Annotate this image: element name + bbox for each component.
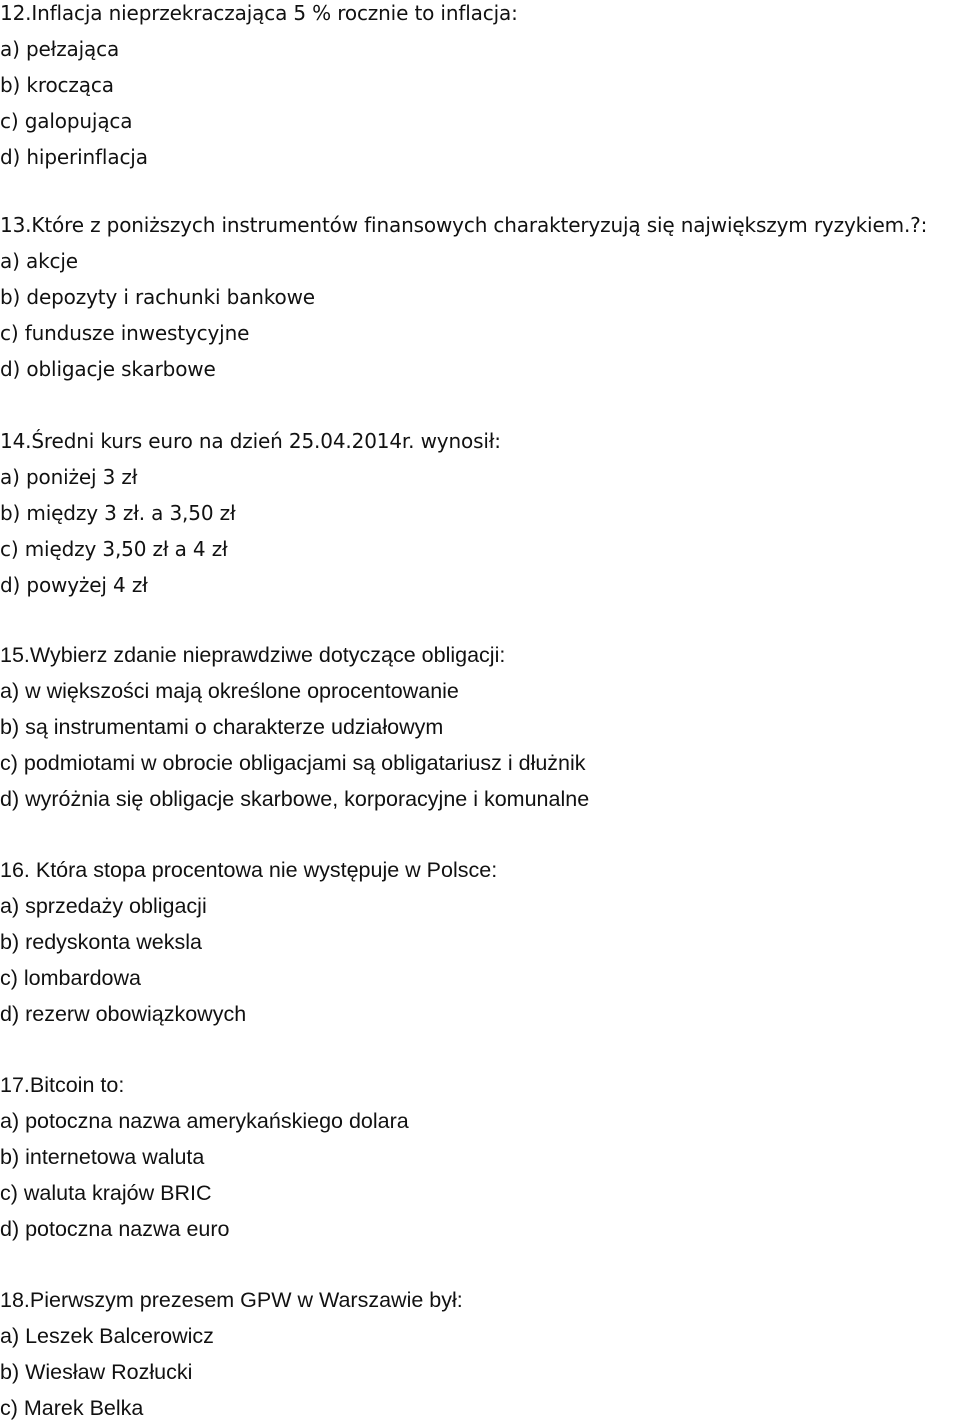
answer-option: d) potoczna nazwa euro xyxy=(0,1216,230,1241)
answer-option: c) podmiotami w obrocie obligacjami są obligatariusz i dłużnik xyxy=(0,750,586,775)
answer-option: b) internetowa waluta xyxy=(0,1144,205,1169)
question-12 xyxy=(0,0,960,175)
question-13 xyxy=(0,208,960,387)
answer-option: b) między 3 zł. a 3,50 zł xyxy=(0,500,236,525)
question-text: 18.Pierwszym prezesem GPW w Warszawie był: xyxy=(0,1288,463,1312)
answer-option: d) obligacje skarbowe xyxy=(0,356,216,381)
answer-option: a) sprzedaży obligacji xyxy=(0,893,207,918)
answer-option: c) waluta krajów BRIC xyxy=(0,1180,212,1205)
answer-option: a) pełzająca xyxy=(0,36,120,61)
answer-option: c) galopująca xyxy=(0,108,133,133)
answer-option: b) są instrumentami o charakterze udziałowym xyxy=(0,714,444,739)
question-15 xyxy=(0,638,960,817)
question-17 xyxy=(0,1068,960,1247)
answer-option: a) potoczna nazwa amerykańskiego dolara xyxy=(0,1108,409,1133)
question-14 xyxy=(0,424,960,603)
answer-option: d) powyżej 4 zł xyxy=(0,572,148,597)
answer-option: a) Leszek Balcerowicz xyxy=(0,1323,214,1348)
answer-option: a) w większości mają określone oprocentowanie xyxy=(0,678,459,703)
question-text: 16. Która stopa procentowa nie występuje w Polsce: xyxy=(0,858,498,882)
question-18 xyxy=(0,1283,960,1427)
answer-option: b) redyskonta weksla xyxy=(0,929,202,954)
answer-option: d) wyróżnia się obligacje skarbowe, korporacyjne i komunalne xyxy=(0,786,590,811)
answer-option: c) między 3,50 zł a 4 zł xyxy=(0,536,228,561)
question-16 xyxy=(0,853,960,1032)
question-text: 15.Wybierz zdanie nieprawdziwe dotyczące obligacji: xyxy=(0,643,506,667)
answer-option: b) depozyty i rachunki bankowe xyxy=(0,284,315,309)
answer-option: a) akcje xyxy=(0,248,78,273)
question-text: 14.Średni kurs euro na dzień 25.04.2014r. wynosił: xyxy=(0,429,501,453)
answer-option: c) Marek Belka xyxy=(0,1395,144,1420)
answer-option: b) Wiesław Rozłucki xyxy=(0,1359,193,1384)
answer-option: c) fundusze inwestycyjne xyxy=(0,320,250,345)
answer-option: d) rezerw obowiązkowych xyxy=(0,1001,247,1026)
answer-option: a) poniżej 3 zł xyxy=(0,464,138,489)
question-text: 17.Bitcoin to: xyxy=(0,1073,125,1097)
question-text: 12.Inflacja nieprzekraczająca 5 % rocznie to inflacja: xyxy=(0,1,518,25)
question-text: 13.Które z poniższych instrumentów finansowych charakteryzują się największym ryzykiem.?: xyxy=(0,213,928,237)
answer-option: c) lombardowa xyxy=(0,965,141,990)
answer-option: b) krocząca xyxy=(0,72,114,97)
answer-option: d) hiperinflacja xyxy=(0,144,148,169)
